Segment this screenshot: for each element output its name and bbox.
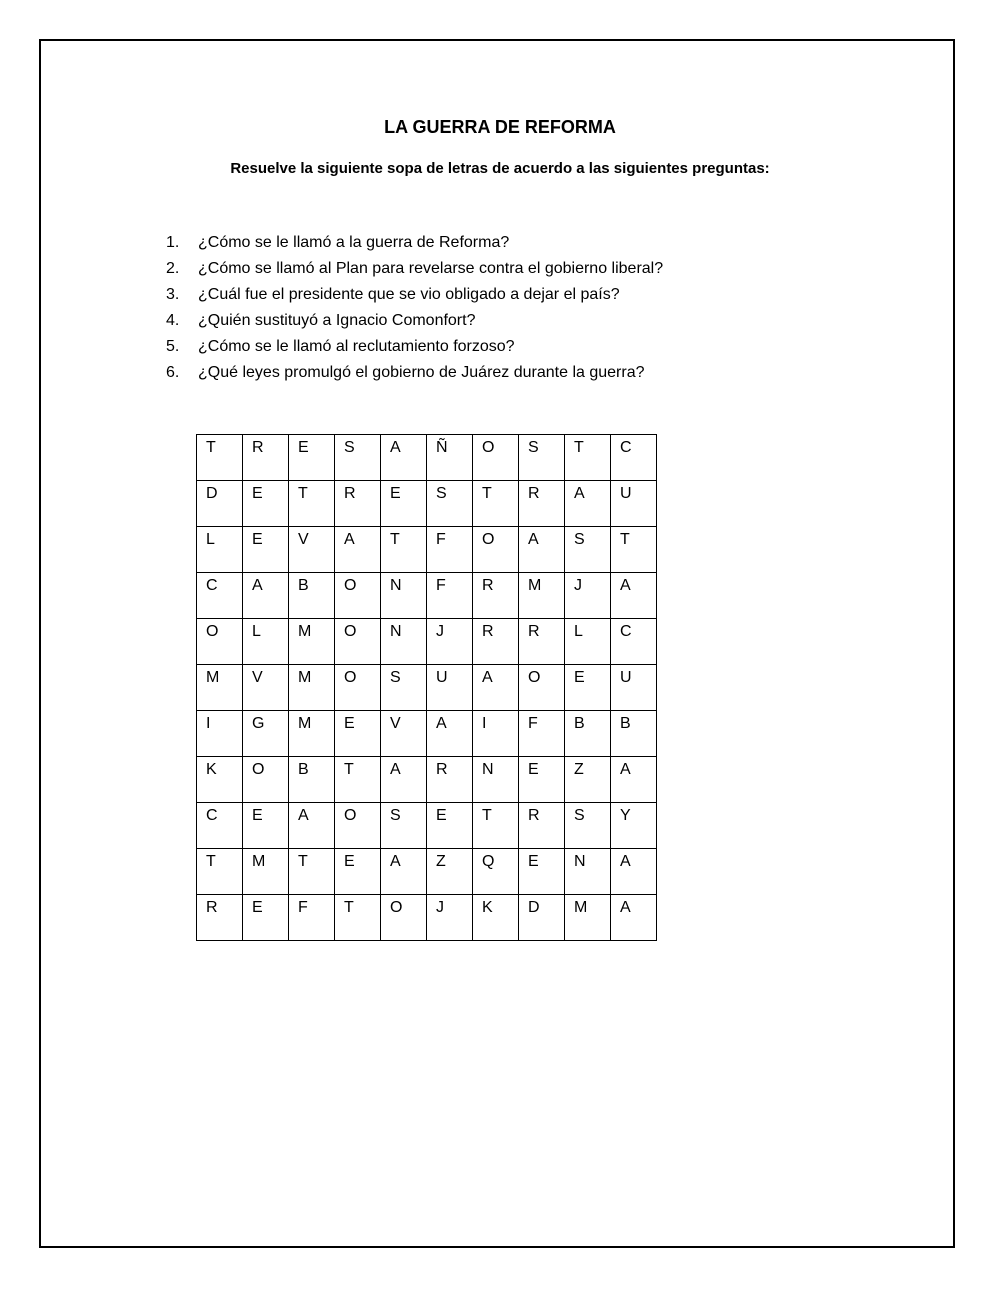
grid-row	[197, 481, 657, 527]
question-text: ¿Cómo se le llamó a la guerra de Reforma?	[198, 234, 510, 251]
grid-cell[interactable]: R	[519, 803, 565, 849]
grid-cell[interactable]: A	[289, 803, 335, 849]
question-number: 4.	[166, 312, 180, 329]
grid-cell[interactable]: T	[289, 849, 335, 895]
grid-cell[interactable]: R	[519, 619, 565, 665]
question-number: 3.	[166, 286, 180, 303]
grid-cell[interactable]: V	[289, 527, 335, 573]
grid-cell[interactable]: T	[289, 481, 335, 527]
grid-cell[interactable]: T	[473, 803, 519, 849]
grid-cell[interactable]: O	[243, 757, 289, 803]
grid-cell[interactable]: L	[565, 619, 611, 665]
grid-cell[interactable]: O	[519, 665, 565, 711]
page-title: LA GUERRA DE REFORMA	[384, 117, 616, 137]
grid-cell[interactable]: A	[427, 711, 473, 757]
grid-cell[interactable]: C	[611, 435, 657, 481]
grid-cell[interactable]: T	[197, 435, 243, 481]
grid-cell[interactable]: T	[197, 849, 243, 895]
grid-cell[interactable]: T	[335, 757, 381, 803]
grid-cell[interactable]: O	[335, 803, 381, 849]
grid-cell[interactable]: V	[381, 711, 427, 757]
grid-cell[interactable]: C	[197, 573, 243, 619]
question-text: ¿Cuál fue el presidente que se vio obligado a dejar el país?	[198, 286, 620, 303]
grid-cell[interactable]: N	[381, 573, 427, 619]
word-search-grid	[196, 434, 657, 941]
grid-cell[interactable]: O	[473, 435, 519, 481]
grid-cell[interactable]: S	[519, 435, 565, 481]
grid-cell[interactable]: N	[473, 757, 519, 803]
grid-cell[interactable]: B	[289, 757, 335, 803]
grid-cell[interactable]: U	[611, 665, 657, 711]
grid-cell[interactable]: T	[565, 435, 611, 481]
question-item	[166, 363, 663, 389]
question-item	[166, 337, 663, 363]
grid-cell[interactable]: Y	[611, 803, 657, 849]
grid-row	[197, 435, 657, 481]
grid-cell[interactable]: A	[381, 849, 427, 895]
grid-cell[interactable]: A	[335, 527, 381, 573]
grid-cell[interactable]: A	[611, 757, 657, 803]
grid-cell[interactable]: M	[289, 665, 335, 711]
grid-cell[interactable]: E	[519, 849, 565, 895]
grid-cell[interactable]: M	[519, 573, 565, 619]
grid-cell[interactable]: K	[473, 895, 519, 941]
grid-cell[interactable]: S	[381, 803, 427, 849]
grid-cell[interactable]: E	[289, 435, 335, 481]
grid-cell[interactable]: C	[197, 803, 243, 849]
grid-row	[197, 527, 657, 573]
grid-cell[interactable]: S	[381, 665, 427, 711]
grid-cell[interactable]: A	[565, 481, 611, 527]
grid-cell[interactable]: M	[289, 619, 335, 665]
grid-cell[interactable]: A	[611, 849, 657, 895]
question-number: 2.	[166, 260, 180, 277]
question-text: ¿Cómo se llamó al Plan para revelarse contra el gobierno liberal?	[198, 260, 664, 277]
grid-cell[interactable]: N	[565, 849, 611, 895]
grid-row	[197, 895, 657, 941]
grid-cell[interactable]: E	[427, 803, 473, 849]
grid-cell[interactable]: T	[473, 481, 519, 527]
grid-cell[interactable]: O	[197, 619, 243, 665]
grid-row	[197, 711, 657, 757]
grid-cell[interactable]: F	[289, 895, 335, 941]
grid-cell[interactable]: E	[243, 803, 289, 849]
grid-cell[interactable]: M	[289, 711, 335, 757]
grid-cell[interactable]: F	[427, 573, 473, 619]
grid-row	[197, 757, 657, 803]
grid-cell[interactable]: K	[197, 757, 243, 803]
grid-row	[197, 665, 657, 711]
grid-cell[interactable]: D	[519, 895, 565, 941]
grid-cell[interactable]: A	[381, 435, 427, 481]
grid-cell[interactable]: V	[243, 665, 289, 711]
question-item	[166, 285, 663, 311]
grid-cell[interactable]: B	[565, 711, 611, 757]
question-text: ¿Qué leyes promulgó el gobierno de Juárez durante la guerra?	[198, 364, 645, 381]
grid-cell[interactable]: Z	[565, 757, 611, 803]
grid-cell[interactable]: U	[611, 481, 657, 527]
grid-cell[interactable]: A	[611, 895, 657, 941]
question-item	[166, 233, 663, 259]
grid-cell[interactable]: R	[335, 481, 381, 527]
grid-cell[interactable]: L	[197, 527, 243, 573]
grid-cell[interactable]: F	[427, 527, 473, 573]
question-text: ¿Quién sustituyó a Ignacio Comonfort?	[198, 312, 476, 329]
grid-cell[interactable]: L	[243, 619, 289, 665]
grid-cell[interactable]: E	[335, 849, 381, 895]
question-list	[166, 233, 663, 389]
grid-cell[interactable]: A	[519, 527, 565, 573]
grid-cell[interactable]: O	[335, 573, 381, 619]
grid-cell[interactable]: R	[427, 757, 473, 803]
question-item	[166, 311, 663, 337]
grid-cell[interactable]: Q	[473, 849, 519, 895]
grid-cell[interactable]: O	[335, 619, 381, 665]
grid-cell[interactable]: S	[565, 527, 611, 573]
grid-row	[197, 573, 657, 619]
grid-row	[197, 803, 657, 849]
grid-cell[interactable]: T	[335, 895, 381, 941]
grid-row	[197, 619, 657, 665]
grid-cell[interactable]: R	[243, 435, 289, 481]
instructions: Resuelve la siguiente sopa de letras de acuerdo a las siguientes preguntas:	[230, 160, 770, 177]
grid-cell[interactable]: Z	[427, 849, 473, 895]
grid-cell[interactable]: E	[335, 711, 381, 757]
question-number: 6.	[166, 364, 180, 381]
grid-cell[interactable]: G	[243, 711, 289, 757]
grid-cell[interactable]: A	[473, 665, 519, 711]
grid-cell[interactable]: O	[381, 895, 427, 941]
question-number: 1.	[166, 234, 180, 251]
grid-cell[interactable]: J	[427, 619, 473, 665]
grid-cell[interactable]: I	[197, 711, 243, 757]
grid-cell[interactable]: S	[427, 481, 473, 527]
grid-cell[interactable]: J	[427, 895, 473, 941]
grid-cell[interactable]: O	[473, 527, 519, 573]
question-item	[166, 259, 663, 285]
question-text: ¿Cómo se le llamó al reclutamiento forzoso?	[198, 338, 515, 355]
grid-cell[interactable]: A	[243, 573, 289, 619]
question-number: 5.	[166, 338, 180, 355]
grid-cell[interactable]: S	[335, 435, 381, 481]
grid-cell[interactable]: E	[243, 481, 289, 527]
grid-cell[interactable]: M	[243, 849, 289, 895]
grid-cell[interactable]: A	[611, 573, 657, 619]
grid-cell[interactable]: S	[565, 803, 611, 849]
grid-cell[interactable]: N	[381, 619, 427, 665]
grid-cell[interactable]: C	[611, 619, 657, 665]
grid-row	[197, 849, 657, 895]
grid-cell[interactable]: R	[197, 895, 243, 941]
grid-cell[interactable]: U	[427, 665, 473, 711]
grid-cell[interactable]: O	[335, 665, 381, 711]
grid-cell[interactable]: J	[565, 573, 611, 619]
grid-cell[interactable]: T	[381, 527, 427, 573]
grid-cell[interactable]: Ñ	[427, 435, 473, 481]
grid-cell[interactable]: E	[243, 527, 289, 573]
grid-cell[interactable]: E	[565, 665, 611, 711]
grid-cell[interactable]: E	[381, 481, 427, 527]
grid-cell[interactable]: R	[473, 573, 519, 619]
grid-cell[interactable]: T	[611, 527, 657, 573]
grid-cell[interactable]: E	[519, 757, 565, 803]
grid-cell[interactable]: M	[197, 665, 243, 711]
grid-cell[interactable]: I	[473, 711, 519, 757]
grid-cell[interactable]: F	[519, 711, 565, 757]
grid-cell[interactable]: B	[611, 711, 657, 757]
grid-cell[interactable]: R	[519, 481, 565, 527]
grid-cell[interactable]: R	[473, 619, 519, 665]
grid-cell[interactable]: B	[289, 573, 335, 619]
grid-cell[interactable]: D	[197, 481, 243, 527]
grid-cell[interactable]: A	[381, 757, 427, 803]
grid-cell[interactable]: E	[243, 895, 289, 941]
grid-cell[interactable]: M	[565, 895, 611, 941]
